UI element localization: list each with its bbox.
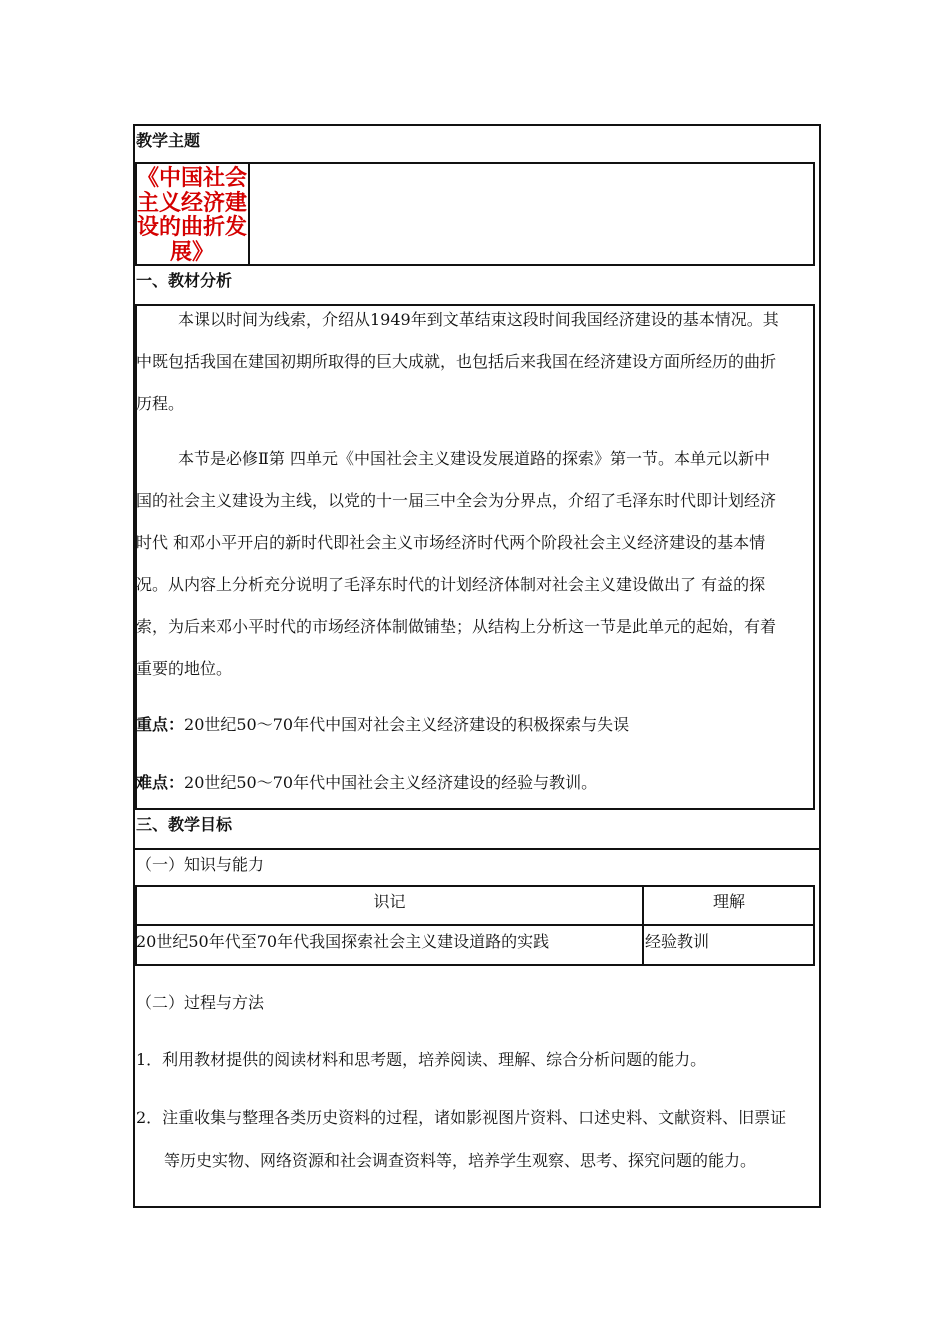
paragraph-line: 国的社会主义建设为主线，以党的十一届三中全会为分界点，介绍了毛泽东时代即计划经济: [136, 491, 777, 510]
section-heading-teaching-goals: 三、教学目标: [136, 815, 233, 834]
knowledge-table-row-divider: [135, 924, 815, 926]
paragraph-overview: [136, 299, 814, 425]
paragraph-line: 本课以时间为线索，介绍从1949年到文革结束这段时间我国经济建设的基本情况。其: [178, 310, 779, 329]
difficult-point-text: 20世纪50～70年代中国社会主义经济建设的经验与教训。: [184, 773, 598, 792]
paragraph-unit-context: [136, 438, 814, 690]
paragraph-line: 索，为后来邓小平时代的市场经济体制做铺垫；从结构上分析这一节是此单元的起始，有着: [136, 617, 777, 636]
section-heading-material-analysis: 一、教材分析: [136, 271, 233, 290]
title-cell-divider: [248, 162, 250, 266]
goals-divider: [133, 848, 821, 850]
subheading-process-method: （二）过程与方法: [136, 993, 265, 1012]
table-cell-memorize: 20世纪50年代至70年代我国探索社会主义建设道路的实践: [136, 932, 550, 951]
lesson-title-line: 主义经济建: [136, 190, 247, 216]
method-item-2: [136, 1108, 786, 1128]
method-item-2-line: 2．注重收集与整理各类历史资料的过程，诸如影视图片资料、口述史料、文献资料、旧票证: [136, 1108, 787, 1127]
paragraph-line: 中既包括我国在建国初期所取得的巨大成就，也包括后来我国在经济建设方面所经历的曲折: [136, 352, 777, 371]
paragraph-line: 况。从内容上分析充分说明了毛泽东时代的计划经济体制对社会主义建设做出了 有益的探: [136, 575, 766, 594]
lesson-title-line: 设的曲折发: [136, 215, 247, 240]
key-point-label: 重点：: [136, 715, 185, 734]
table-header-memorize: 识记: [373, 892, 406, 911]
paragraph-line: 时代 和邓小平开启的新时代即社会主义市场经济时代两个阶段社会主义经济建设的基本情: [136, 533, 766, 552]
paragraph-line: 重要的地位。: [136, 659, 233, 678]
method-item-1: 1．利用教材提供的阅读材料和思考题，培养阅读、理解、综合分析问题的能力。: [136, 1050, 707, 1069]
lesson-title-line: 展》: [169, 239, 214, 265]
subheading-knowledge-ability: （一）知识与能力: [136, 855, 265, 874]
lesson-title: [136, 167, 248, 265]
teaching-topic-label: 教学主题: [136, 131, 201, 150]
key-point-text: 20世纪50～70年代中国对社会主义经济建设的积极探索与失误: [184, 715, 630, 734]
paragraph-line: 历程。: [136, 394, 185, 413]
method-item-2-continued: 等历史实物、网络资源和社会调查资料等，培养学生观察、思考、探究问题的能力。: [164, 1151, 757, 1170]
key-point: [136, 715, 629, 735]
difficult-point-label: 难点：: [136, 773, 185, 792]
paragraph-line: 本节是必修Ⅱ第 四单元《中国社会主义建设发展道路的探索》第一节。本单元以新中: [178, 449, 770, 468]
difficult-point: [136, 773, 597, 793]
table-cell-understand: 经验教训: [645, 932, 710, 951]
table-header-understand: 理解: [712, 892, 745, 911]
lesson-title-line: 《中国社会: [136, 166, 247, 191]
